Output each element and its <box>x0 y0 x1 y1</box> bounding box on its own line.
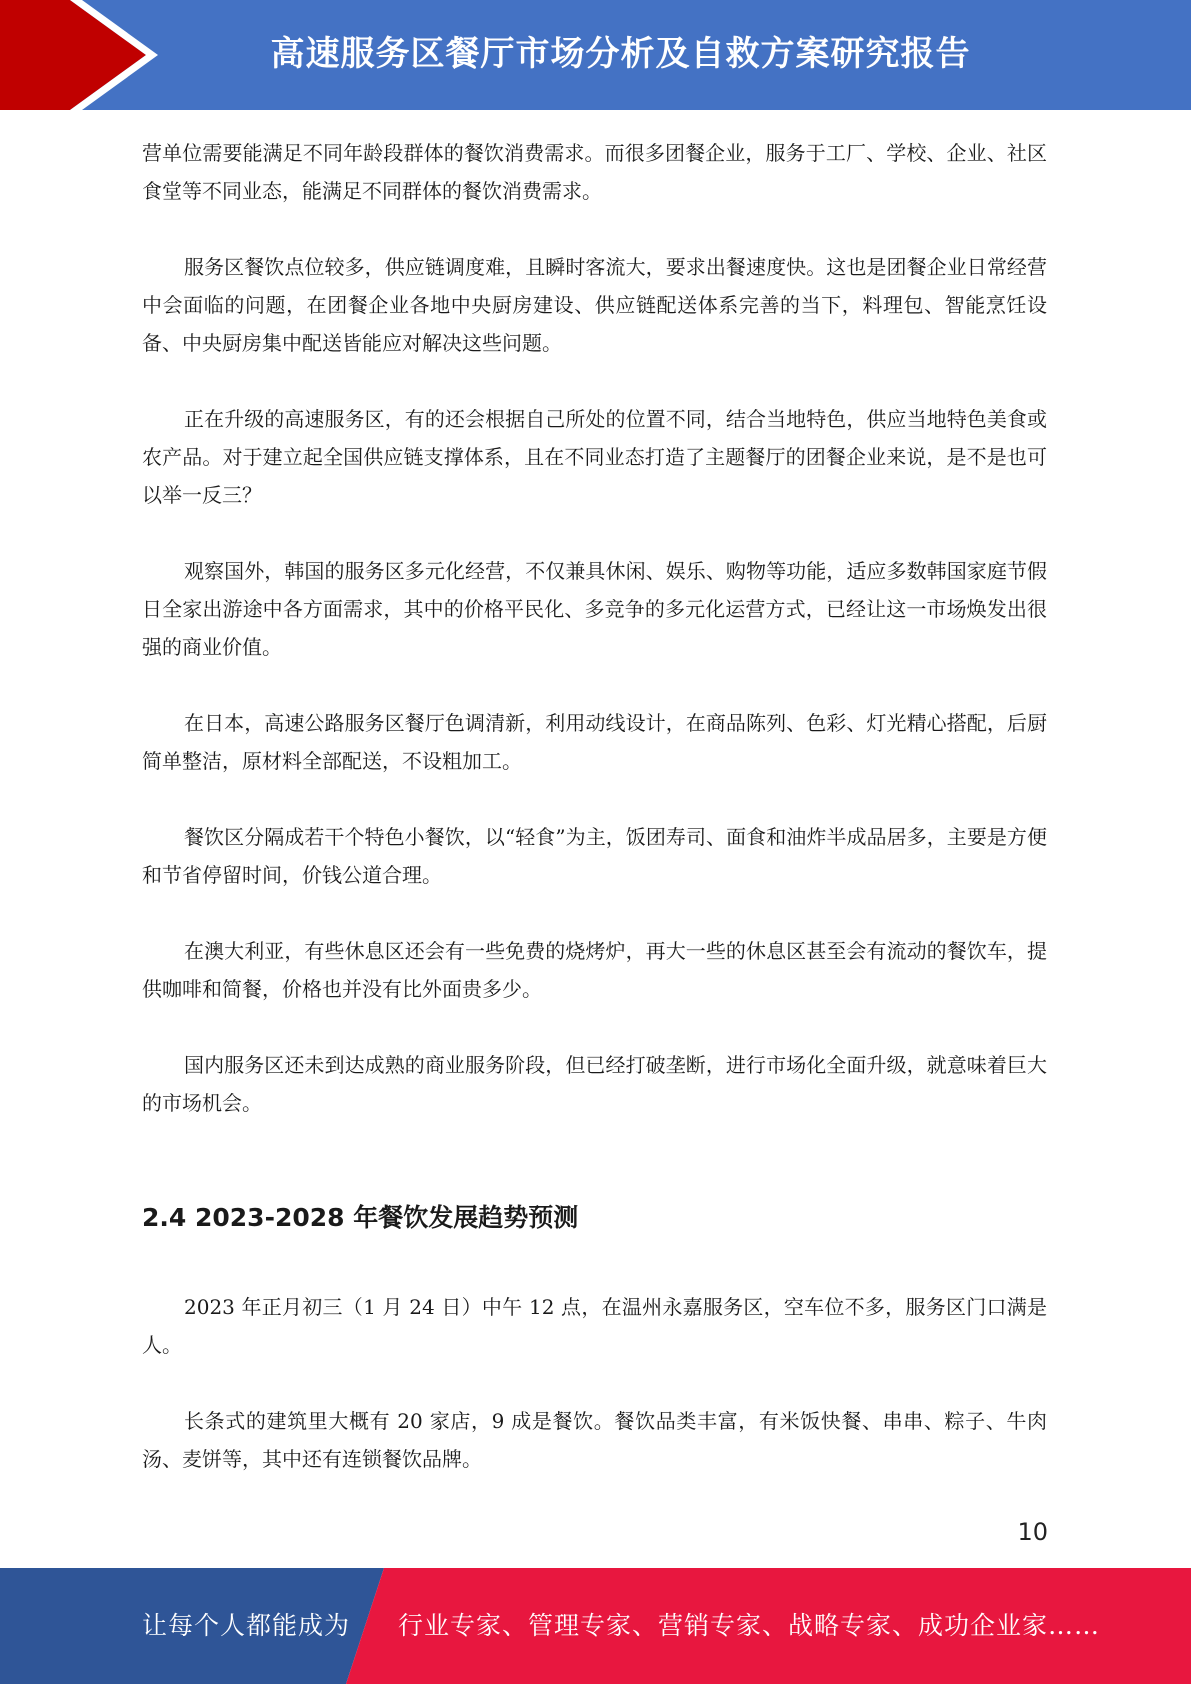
paragraph: 餐饮区分隔成若干个特色小餐饮，以“轻食”为主，饭团寿司、面食和油炸半成品居多，主要是方便和节省停留时间，价钱公道合理。 <box>142 825 1047 887</box>
paragraph: 2023 年正月初三（1 月 24 日）中午 12 点，在温州永嘉服务区，空车位不多，服务区门口满是人。 <box>142 1295 1047 1357</box>
paragraph: 在日本，高速公路服务区餐厅色调清新，利用动线设计，在商品陈列、色彩、灯光精心搭配，后厨简单整洁，原材料全部配送，不设粗加工。 <box>142 711 1047 773</box>
paragraph: 国内服务区还未到达成熟的商业服务阶段，但已经打破垄断，进行市场化全面升级，就意味着巨大的市场机会。 <box>142 1053 1047 1115</box>
section-heading: 2.4 2023-2028 年餐饮发展趋势预测 <box>142 1203 579 1232</box>
page-header <box>0 0 1191 110</box>
footer-slogan-right: 行业专家、管理专家、营销专家、战略专家、成功企业家…… <box>398 1611 1101 1640</box>
document-body <box>142 134 1047 1516</box>
paragraph: 在澳大利亚，有些休息区还会有一些免费的烧烤炉，再大一些的休息区甚至会有流动的餐饮车，提供咖啡和简餐，价格也并没有比外面贵多少。 <box>142 939 1047 1001</box>
footer-slogan-left: 让每个人都能成为 <box>142 1611 351 1640</box>
page-number: 10 <box>1017 1518 1048 1546</box>
paragraph: 服务区餐饮点位较多，供应链调度难，且瞬时客流大，要求出餐速度快。这也是团餐企业日常经营中会面临的问题，在团餐企业各地中央厨房建设、供应链配送体系完善的当下，料理包、智能烹饪设备、中央厨房集中配送皆能应对解决这些问题。 <box>142 255 1047 355</box>
paragraph: 营单位需要能满足不同年龄段群体的餐饮消费需求。而很多团餐企业，服务于工厂、学校、企业、社区食堂等不同业态，能满足不同群体的餐饮消费需求。 <box>142 141 1047 203</box>
page-footer <box>0 1568 1191 1684</box>
paragraph: 正在升级的高速服务区，有的还会根据自己所处的位置不同，结合当地特色，供应当地特色美食或农产品。对于建立起全国供应链支撑体系，且在不同业态打造了主题餐厅的团餐企业来说，是不是也可以举一反三？ <box>142 407 1047 507</box>
paragraph: 长条式的建筑里大概有 20 家店，9 成是餐饮。餐饮品类丰富，有米饭快餐、串串、粽子、牛肉汤、麦饼等，其中还有连锁餐饮品牌。 <box>142 1409 1047 1471</box>
paragraph: 观察国外，韩国的服务区多元化经营，不仅兼具休闲、娱乐、购物等功能，适应多数韩国家庭节假日全家出游途中各方面需求，其中的价格平民化、多竞争的多元化运营方式，已经让这一市场焕发出很强的商业价值。 <box>142 559 1047 659</box>
header-title: 高速服务区餐厅市场分析及自救方案研究报告 <box>270 34 971 74</box>
